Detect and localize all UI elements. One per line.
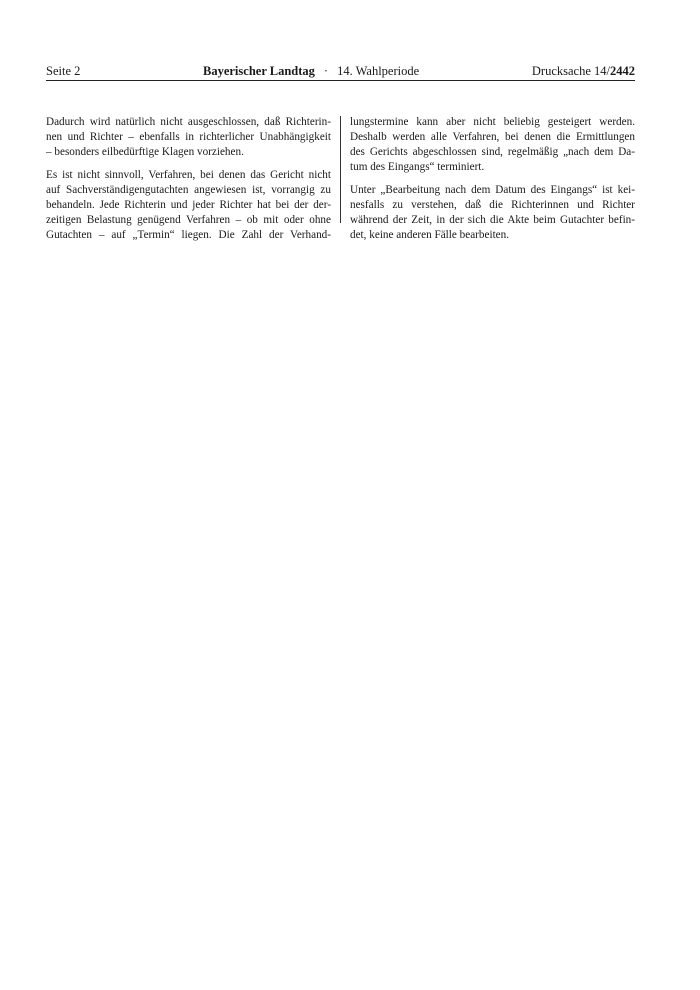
text-line: Gutachten – auf „Termin“ liegen. Die Zahl der Verhand- [46,229,331,241]
page-header [46,63,635,79]
text-line: lungstermine kann aber nicht beliebig gesteigert werden. [350,116,635,128]
text-line: während der Zeit, in der sich die Akte beim Gutachter befin- [350,214,635,226]
header-center [203,63,419,79]
text-line: Es ist nicht sinnvoll, Verfahren, bei denen das Gericht nicht [46,169,331,181]
text-line: tum des Eingangs“ terminiert. [350,161,485,173]
legislative-period: 14. Wahlperiode [337,64,420,78]
header-separator: · [323,64,329,78]
text-line: – besonders eilbedürftige Klagen vorziehen. [46,146,244,158]
text-line: behandeln. Jede Richterin und jeder Richter hat bei der der- [46,199,331,211]
paragraph [350,115,635,175]
header-rule [46,80,635,81]
text-line: det, keine anderen Fälle bearbeiten. [350,229,510,241]
publisher-name: Bayerischer Landtag [203,64,315,78]
document-number [532,63,635,79]
paragraph [46,115,331,160]
text-line: nesfalls zu verstehen, daß die Richterinnen und Richter [350,199,635,211]
left-column [46,115,331,251]
text-line: Deshalb werden alle Verfahren, bei denen die Ermittlungen [350,131,635,143]
text-line: Dadurch wird natürlich nicht ausgeschlossen, daß Richterin- [46,116,331,128]
paragraph [350,183,635,243]
text-line: nen und Richter – ebenfalls in richterlicher Unabhängigkeit [46,131,331,143]
right-column [350,115,635,251]
document-id: 2442 [610,64,635,78]
text-line: auf Sachverständigengutachten angewiesen ist, vorrangig zu [46,184,331,196]
column-divider [340,116,341,223]
text-line: des Gerichts abgeschlossen sind, regelmäßig „nach dem Da- [350,146,635,158]
page-number: Seite 2 [46,64,81,78]
document-prefix: Drucksache 14/ [531,64,610,78]
text-line: zeitigen Belastung genügend Verfahren – ob mit oder ohne [46,214,331,226]
text-line: Unter „Bearbeitung nach dem Datum des Eingangs“ ist kei- [350,184,635,196]
paragraph [46,168,331,243]
